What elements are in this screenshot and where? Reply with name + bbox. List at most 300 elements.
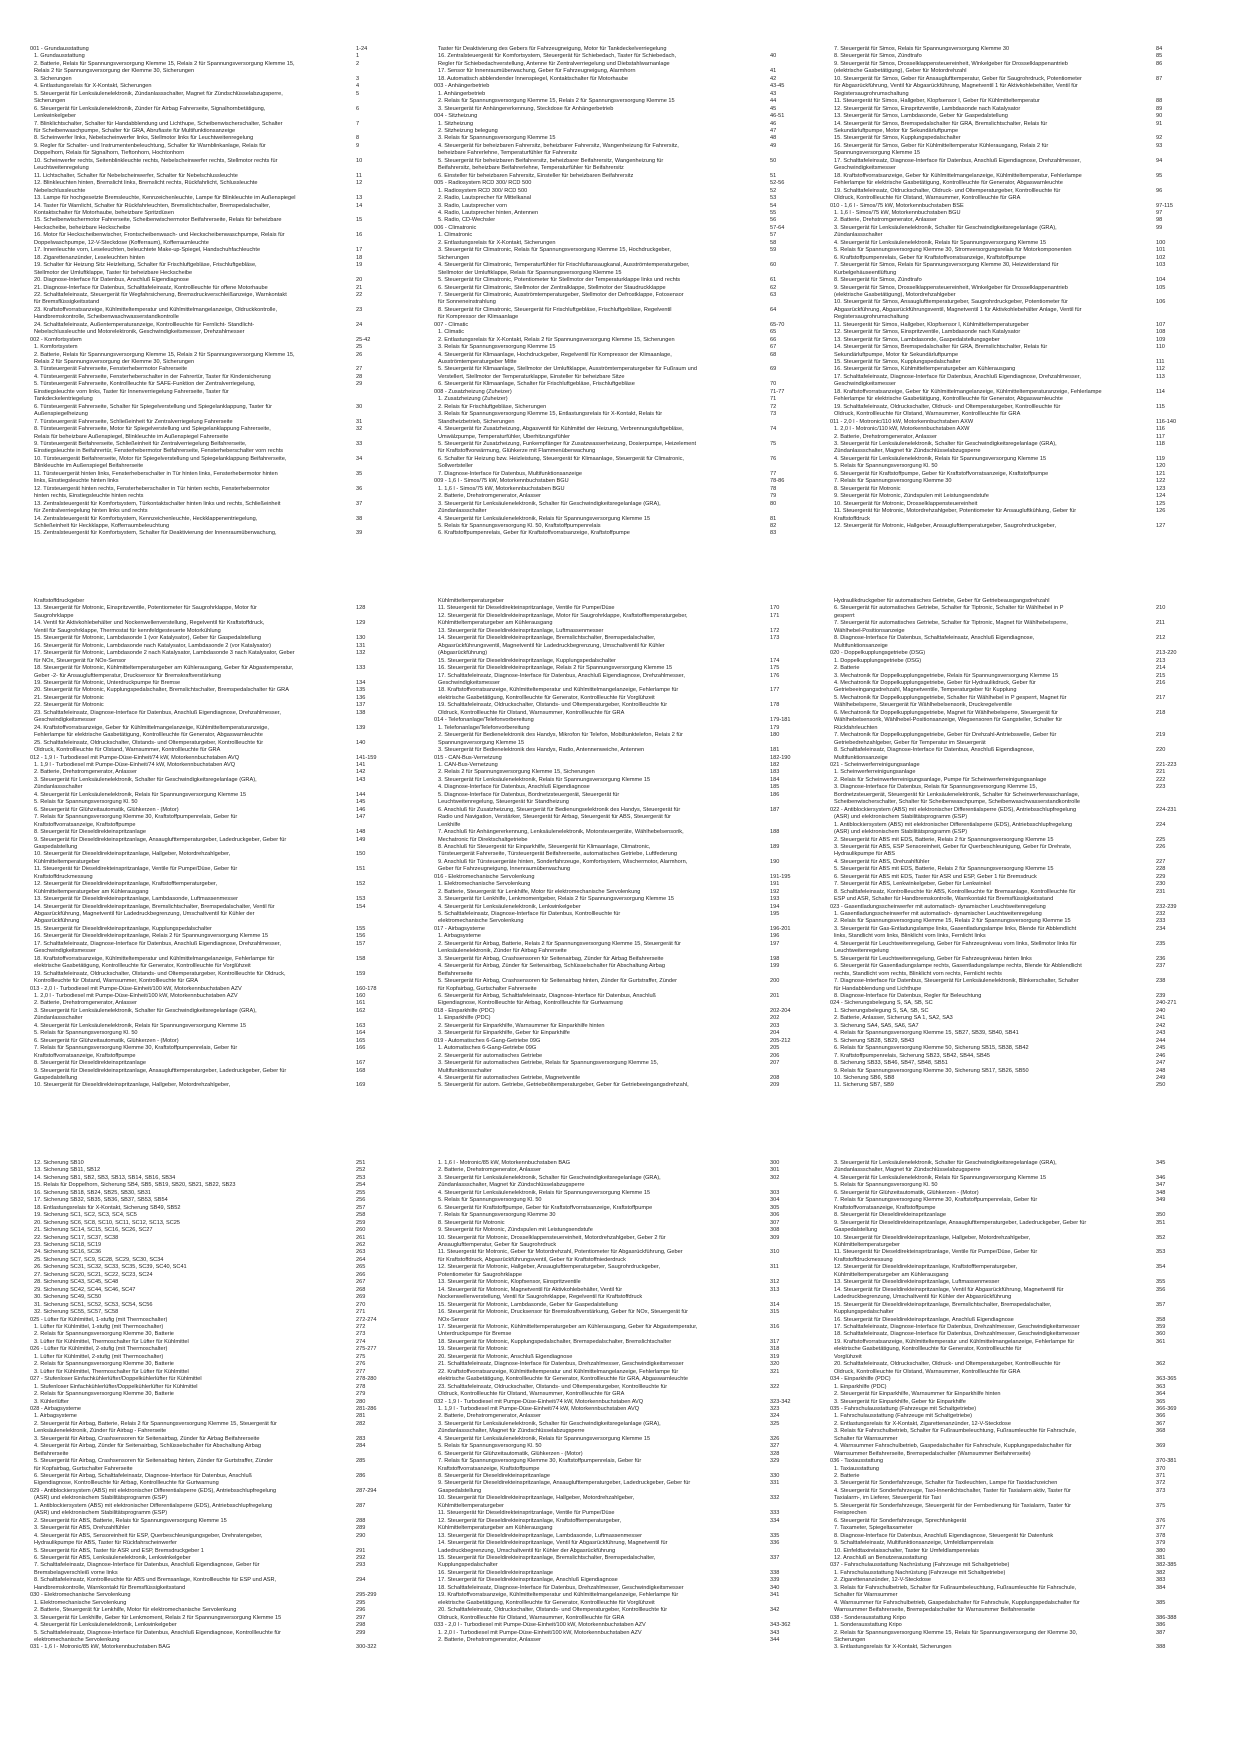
entry-title: Hydraulikpumpe für ABS, Taster für Rückfahrscheinwerfer xyxy=(34,1540,177,1547)
entry-title: 2. Relais für Spannungsversorgung Klemme 30, Batterie xyxy=(34,1361,174,1368)
entry-title: 1. Lüfter für Kühlmittel, 2-stufig (mit Thermoschalter) xyxy=(34,1353,164,1360)
index-entry xyxy=(830,844,1170,851)
entry-title: 10. Steuergerät für Dieseldirekteinspritzanlage, Hallgeber, Motordrehzahlgeber, xyxy=(34,1082,231,1089)
index-entry xyxy=(830,1287,1170,1294)
index-entry xyxy=(30,1495,360,1502)
entry-title: Kühlmitteltemperaturgeber xyxy=(438,1502,504,1509)
entry-page-number: 40 xyxy=(770,53,777,60)
entry-title: Kühlmitteltemperaturgeber am Kühlerausgang xyxy=(34,888,149,895)
index-entry xyxy=(30,1075,360,1082)
index-section-heading xyxy=(434,717,791,724)
index-entry xyxy=(30,1279,366,1286)
entry-page-number: 205-212 xyxy=(770,1037,791,1044)
entry-page-number: 191-195 xyxy=(770,873,791,880)
entry-page-number: 357 xyxy=(1156,1301,1166,1308)
entry-page-number: 347 xyxy=(1156,1182,1166,1189)
entry-title: 1. Stufenloser Einfachkühlerlüfter/Doppelkühlerlüfter für Kühlmittel xyxy=(34,1383,198,1390)
index-entry xyxy=(30,1383,366,1391)
index-entry xyxy=(830,1480,1170,1487)
entry-title: Zündanlassschalter xyxy=(34,1015,83,1022)
entry-title: 6. Schalter für Heizung bzw. Heizleistung, Steuergerät für Klimaanlage, Steuergerät für Climatronic, xyxy=(438,455,684,462)
entry-page-number: 351 xyxy=(1156,1219,1166,1226)
entry-page-number: 313 xyxy=(770,1286,780,1293)
entry-page-number: 71-77 xyxy=(770,388,785,395)
index-entry xyxy=(30,98,360,105)
entry-page-number: 175 xyxy=(770,665,780,672)
entry-title: Ansauglufttemperatur, Geber für Saugrohrdruck xyxy=(438,1241,557,1248)
entry-title: 9. Türsteuergerät Beifahrerseite, Schließeinheit für Zentralverriegelung Beifahrerseite, xyxy=(34,441,247,448)
entry-page-number: 118 xyxy=(1156,441,1165,448)
entry-title: 17. Schalttafeleinsatz, Diagnose-Interface für Datenbus, Anschluß Eigendiagnose, Drehzahlmesser, xyxy=(834,157,1081,164)
entry-title: 3. Steuergerät für Lenksäulenelektronik, Relais für Spannungsversorgung Klemme 15 xyxy=(438,776,651,783)
index-entry xyxy=(830,911,1170,918)
index-entry xyxy=(30,240,360,247)
entry-page-number: 125 xyxy=(1156,500,1166,507)
entry-title: 010 - 1,6 l - Simos/75 kW, Motorkennbuchstaben BSE xyxy=(830,202,964,209)
entry-title: 4. Steuergerät für Lenksäulenelektronik, Relais für Spannungsversorgung Klemme 15 xyxy=(34,791,247,798)
entry-title: 004 - Sitzheizung xyxy=(434,113,478,120)
entry-page-number: 191 xyxy=(770,881,780,888)
entry-title: Zündanlassschalter, Magnet für Zündschlüsselabzugsperre xyxy=(438,1182,585,1189)
index-entry xyxy=(30,658,360,665)
index-entry xyxy=(830,1197,1170,1204)
entry-title: 021 - Scheinwerferreinigungsanlage xyxy=(830,761,920,768)
index-entry xyxy=(434,232,777,239)
index-entry xyxy=(830,1182,1170,1189)
entry-title: für Kraftstoffdruck, Abgasrückführungsventil, Geber für Kraftstoffniederdruck xyxy=(438,1256,626,1263)
entry-title: 18. Entlastungsrelais für X-Kontakt, Sicherung SB49, SB52 xyxy=(34,1204,181,1211)
entry-page-number: 30 xyxy=(356,403,363,410)
index-section-heading xyxy=(30,1644,377,1651)
entry-page-number: 266 xyxy=(356,1271,366,1278)
index-entry xyxy=(434,1562,774,1569)
index-entry xyxy=(30,441,363,448)
entry-title: 1. Elektromechanische Servolenkung xyxy=(438,881,531,888)
entry-title: 1. Climatronic xyxy=(438,232,473,239)
entry-title: 9. Steuergerät für Motronic, Zündspulen mit Leistungsendstufe xyxy=(438,1227,593,1234)
entry-title: 1. 1,6 l - Motronic/85 kW, Motorkennbuchstaben BAG xyxy=(438,1160,571,1166)
index-entry xyxy=(30,180,363,187)
entry-title: Zündanlassschalter xyxy=(34,784,83,791)
index-entry xyxy=(434,665,780,672)
entry-title: 10. Scheinwerfer rechts, Seitenblinkleuchte rechts, Nebelscheinwerfer rechts, Stellmotor rechts für xyxy=(34,157,278,164)
entry-page-number: 298 xyxy=(356,1622,366,1629)
entry-page-number: 210 xyxy=(1156,605,1166,612)
index-entry xyxy=(30,814,366,821)
entry-title: 19. Schalttafeleinsatz, Öldruckschalter, Öldruck- und Öltemperaturgeber, Kontrollleuchte für xyxy=(834,187,1061,194)
entry-title: 23. Sicherung SC18, SC19 xyxy=(34,1241,102,1248)
entry-page-number: 72 xyxy=(770,403,777,410)
index-entry xyxy=(30,463,360,470)
entry-title: Schalter für Warnsummer xyxy=(834,1592,898,1599)
entry-page-number: 386-388 xyxy=(1156,1614,1177,1621)
index-column xyxy=(830,598,1177,1090)
entry-page-number: 144 xyxy=(356,791,366,798)
index-entry xyxy=(30,702,366,709)
index-entry xyxy=(30,217,363,224)
entry-title: 5. Türsteuergerät Fahrerseite, Kontrollleuchte für SAFE-Funktion der Zentralverriegelung, xyxy=(34,381,256,388)
entry-title: Rückfahrleuchten xyxy=(834,724,878,731)
index-entry xyxy=(830,1495,1170,1502)
entry-title: (ASR) und elektronischem Stabilitätsprogramm (ESP) xyxy=(834,829,968,836)
entry-page-number: 186 xyxy=(770,791,780,798)
entry-title: 24. Sicherung SC16, SC36 xyxy=(34,1249,102,1256)
index-entry xyxy=(434,1286,780,1294)
entry-title: Mechatronic für Direktschaltgetriebe xyxy=(438,836,528,843)
entry-title: für Abgasrückführung, Ventil für Abgasrückführung, Magnetventil 1 für Aktivkohlebehälter, Ventil für xyxy=(834,83,1078,90)
entry-title: 19. Schalttafeleinsatz, Öldruckschalter, Öldruck- und Öltemperaturgeber, Kontrollleuchte für xyxy=(834,403,1061,410)
entry-title: 14. Steuergerät für Dieseldirekteinspritzanlage, Bremslichtschalter, Bremspedalschalter, xyxy=(438,635,656,642)
index-section-heading xyxy=(830,806,1177,814)
index-section-heading xyxy=(830,202,1174,210)
entry-title: (ASR) und elektronischem Stabilitätsprogramm (ESP) xyxy=(834,814,968,821)
entry-page-number: 177 xyxy=(770,687,780,694)
index-entry xyxy=(434,135,777,142)
entry-page-number: 215 xyxy=(1156,672,1166,679)
entry-title: beheizbare Fahrerlehne, Temperaturfühler für Fahrersitz xyxy=(438,150,578,157)
entry-title: 14. Taster für Warnlicht, Schalter für Rückfahrleuchten, Bremslichtschalter, Bremspedalschalter, xyxy=(34,202,271,209)
entry-page-number: 160-178 xyxy=(356,985,377,992)
index-entry xyxy=(434,724,780,732)
entry-page-number: 320 xyxy=(770,1361,780,1368)
entry-page-number: 367 xyxy=(1156,1420,1166,1427)
entry-title: 4. Steuergerät für Lenksäulenelektronik, Relais für Spannungsversorgung Klemme 15 xyxy=(834,239,1047,246)
entry-title: 4. Steuergerät für Sonderfahrzeuge, Taxi-Innenlichtschalter, Taster für Taxialarm aktiv, Taster für xyxy=(834,1487,1071,1494)
entry-title: 1. Gasentladungsscheinwerfer mit automatisch- dynamischer Leuchtweitenregelung xyxy=(834,911,1042,918)
entry-page-number: 49 xyxy=(770,142,777,149)
entry-page-number: 349 xyxy=(1156,1197,1166,1204)
entry-page-number: 293 xyxy=(356,1562,366,1569)
index-entry xyxy=(434,843,780,851)
entry-page-number: 155 xyxy=(356,925,366,932)
entry-title: elektrische Gasbetätigung, Kontrollleuchte für Generator, Kontrollleuchte für Vorglühzeit xyxy=(438,694,655,701)
entry-title: 4. Steuergerät für Lenksäulenelektronik, Relais für Spannungsversorgung Klemme 15 xyxy=(834,455,1047,462)
entry-page-number: 385 xyxy=(1156,1599,1166,1606)
entry-title: 7. Anschluß für Anhängererkennung, Lenksäulenelektronik, Motorsteuergeräte, Wählhebelsensorik, xyxy=(438,829,684,836)
entry-page-number: 29 xyxy=(356,381,363,388)
entry-title: für Zentralverriegelung hinten links und rechts xyxy=(34,508,148,515)
entry-title: Saugrohrklappe xyxy=(34,612,74,619)
entry-page-number: 101 xyxy=(1156,247,1166,254)
index-entry xyxy=(830,1167,1170,1174)
entry-title: 8. Schalttafeleinsatz, Kontrollleuchte für ABS, Kontrollleuchte für Bremsanlage, Kontrollleuchte für xyxy=(834,888,1076,895)
entry-page-number: 50 xyxy=(770,157,777,164)
index-section-heading xyxy=(434,321,785,329)
entry-page-number: 330 xyxy=(770,1473,780,1480)
entry-page-number: 47 xyxy=(770,127,777,134)
index-entry xyxy=(830,859,1170,866)
index-entry xyxy=(30,121,360,128)
entry-title: 4. Steuergerät für Climatronic, Temperaturfühler für Frischluftansaugkanal, Ausströmtemperaturgeber, xyxy=(438,262,690,269)
entry-title: 3. Lüfter für Kühlmittel, Thermoschalter für Lüfter für Kühlmittel xyxy=(34,1368,189,1375)
entry-title: 24. Schalttafeleinsatz, Außentemperaturanzeige, Kontrollleuchte für Fernlicht- Standlicht- xyxy=(34,321,255,328)
entry-page-number: 98 xyxy=(1156,217,1163,224)
entry-page-number: 190 xyxy=(770,858,780,865)
index-entry xyxy=(434,851,774,858)
entry-title: 8. Steuergerät für Dieseldirekteinspritzanlage xyxy=(834,1212,946,1219)
entry-page-number: 205 xyxy=(770,1045,780,1052)
index-column xyxy=(830,1160,1177,1652)
index-entry xyxy=(30,485,363,493)
entry-page-number: 222 xyxy=(1156,776,1166,783)
entry-title: Kurbelgehäuseentlüftung xyxy=(834,269,897,276)
entry-page-number: 322 xyxy=(770,1383,780,1390)
entry-title: 1. Zusatzheizung (Zuheizer) xyxy=(438,396,508,403)
entry-page-number: 4 xyxy=(356,83,360,90)
entry-title: Ventil für Saugrohrklappe, Thermostat für kennfeldgesteuerte Motorkühlung xyxy=(34,627,221,634)
index-entry xyxy=(30,694,366,702)
index-entry xyxy=(434,455,777,463)
index-entry xyxy=(30,948,360,955)
entry-page-number: 258 xyxy=(356,1212,366,1219)
entry-title: Sekundärluftpumpe, Motor für Sekundärluftpumpe xyxy=(834,127,959,134)
entry-page-number: 292 xyxy=(356,1555,366,1562)
entry-title: 017 - Airbagsysteme xyxy=(434,925,485,932)
index-entry xyxy=(830,337,1170,344)
entry-title: 10. Einfeldtaxirelaisschalter, Taster für Umfeldlampenrelais xyxy=(834,1547,980,1554)
index-entry xyxy=(830,1577,1170,1584)
entry-title: 14. Ventil für Aktivkohlebehälter und Nockenwellenverstellung, Regelventil für Kraftstoffdruck, xyxy=(34,620,265,627)
index-entry xyxy=(830,769,1170,776)
entry-title: 13. Lampe für hochgesetzte Bremsleuchte, Kennzeichenleuchte, Lampe für Blinkleuchte im Außenspiegel xyxy=(34,195,296,202)
entry-page-number: 42 xyxy=(770,75,777,82)
index-entry xyxy=(830,299,1170,306)
entry-title: Kühlmitteltemperaturgeber am Kühlerausgang xyxy=(438,620,553,627)
entry-title: 5. Relais für Spannungsversorgung Kl. 50, Kraftstoffpumpenrelais xyxy=(438,523,601,529)
index-entry xyxy=(434,620,774,627)
index-entry xyxy=(830,150,1170,157)
entry-page-number: 182 xyxy=(770,761,780,768)
entry-page-number: 193 xyxy=(770,896,780,903)
entry-page-number: 334 xyxy=(770,1517,780,1524)
entry-page-number: 116 xyxy=(1156,426,1165,433)
entry-page-number: 68 xyxy=(770,351,777,358)
entry-page-number: 96 xyxy=(1156,187,1163,194)
entry-title: Handbremskontrolle, Warnkontakt für Bremsflüssigkeitsstand xyxy=(34,1584,186,1591)
entry-title: für Kopfairbag, Gurtschalter Fahrerseite xyxy=(34,1465,133,1472)
index-entry xyxy=(30,1637,360,1644)
index-entry xyxy=(830,851,1170,858)
entry-page-number: 234 xyxy=(1156,925,1166,932)
entry-page-number: 160 xyxy=(356,993,366,1000)
entry-title: 2. Steuergerät für ABS mit EDS, Batterie, Relais 2 für Spannungsversorgung Klemme 15 xyxy=(834,836,1054,843)
entry-title: 1. 1,9 l - Turbodiesel mit Pumpe-Düse-Einheit/74 kW, Motorkennbuchstaben AVQ xyxy=(34,761,236,768)
entry-page-number: 353 xyxy=(1156,1249,1166,1256)
entry-title: 1. Grundausstattung xyxy=(34,53,85,60)
entry-title: 14. Steuergerät für Dieseldirekteinspritzanlage, Bremslichtschalter, Bremspedalschalter, Ventil für xyxy=(34,903,275,910)
index-entry xyxy=(30,747,360,754)
entry-title: 6. Anschluß für Zusatzheizung, Steuergerät für Bedienungselektronik des Handys, Steuergerät für xyxy=(438,806,681,813)
entry-title: 2. Batterie, Steuergerät für Lenkhilfe, Motor für elektromechanische Servolenkung xyxy=(438,888,641,895)
index-entry xyxy=(830,1630,1170,1637)
entry-page-number: 11 xyxy=(356,172,362,179)
index-entry xyxy=(434,1234,780,1242)
index-entry xyxy=(30,344,363,351)
entry-title: Handbremskontrolle, Scheibenwaschwasserstandkontrolle xyxy=(34,314,179,321)
index-entry xyxy=(830,1220,1170,1227)
entry-title: 020 - Doppelkupplungsgetriebe (DSG) xyxy=(830,650,926,657)
index-entry xyxy=(830,404,1170,411)
entry-title: 5. Steuergerät für Airbag, Crashsensoren für Seitenairbag hinten, Zünder für Gurtstraffer, Zünder xyxy=(34,1458,274,1465)
entry-page-number: 179 xyxy=(770,724,780,731)
entry-title: 006 - Climatronic xyxy=(434,224,477,231)
index-entry xyxy=(830,158,1170,165)
entry-title: 026 - Lüfter für Kühlmittel, 2-stufig (mit Thermoschalter) xyxy=(30,1346,168,1353)
entry-title: 7. Relais für Spannungsversorgung Klemme 30, Kraftstoffpumpenrelais, Geber für xyxy=(34,1045,238,1052)
entry-page-number: 370-381 xyxy=(1156,1458,1177,1465)
entry-page-number: 300 xyxy=(770,1160,780,1166)
entry-title: 12. Steuergerät für Motronic, Hallgeber, Ansauglufttemperaturgeber, Saugrohrdruckgeber, xyxy=(438,1264,661,1271)
entry-title: Geber für Fahrzeugneigung, Innenraumüberwachung xyxy=(438,866,571,873)
entry-title: 9. Steuergerät für Dieseldirekteinspritzanlage, Ansauglufttemperaturgeber, Ladedruckgeber, Geber für xyxy=(34,836,287,843)
entry-page-number: 300-322 xyxy=(356,1644,377,1651)
index-entry xyxy=(30,508,360,515)
index-entry xyxy=(830,1533,1170,1540)
entry-title: 5. Mechatronik für Doppelkupplungsgetriebe, Schalter für Wählhebel in P gesperrt, Magnet für xyxy=(834,694,1067,701)
index-entry xyxy=(30,1053,360,1060)
index-entry xyxy=(434,822,774,829)
entry-title: links, Standlicht vorn links, Blinklicht vorn links, Fernlicht links xyxy=(834,933,986,940)
index-entry xyxy=(30,1022,366,1030)
entry-title: 4. Steuergerät für ABS, Drehzahlfühler xyxy=(834,858,930,865)
index-entry xyxy=(830,978,1170,985)
entry-page-number: 257 xyxy=(356,1204,366,1211)
index-entry xyxy=(30,455,363,463)
entry-page-number: 233 xyxy=(1156,918,1166,925)
index-entry xyxy=(434,1615,774,1622)
index-entry xyxy=(30,978,360,985)
entry-title: 8. Diagnose-Interface für Datenbus, Schalttafeleinsatz, Anschluß Eigendiagnose, xyxy=(834,635,1035,642)
entry-title: 015 - CAN-Bus-Vernetzung xyxy=(434,754,502,761)
entry-page-number: 108 xyxy=(1156,329,1166,336)
index-entry xyxy=(434,605,780,612)
index-entry xyxy=(830,128,1170,135)
entry-page-number: 172 xyxy=(770,627,780,634)
entry-page-number: 363-365 xyxy=(1156,1376,1177,1383)
entry-title: 15. Scheibenwischermotor Fahrerseite, Scheibenwischermotor Beifahrerseite, Relais für beheizbare xyxy=(34,217,282,224)
entry-page-number: 272 xyxy=(356,1323,366,1330)
index-entry xyxy=(30,940,366,948)
entry-title: 1. Airbagsysteme xyxy=(438,933,481,940)
entry-title: 6. Kraftstoffpumpenrelais, Geber für Kraftstoffvorratsanzeige, Kraftstoffpumpe xyxy=(438,530,630,537)
entry-page-number: 179-181 xyxy=(770,717,791,724)
entry-title: 7. Steuergerät für automatisches Getriebe, Schalter für Tiptronic, Magnet für Wählhebelsperre, xyxy=(834,620,1068,627)
entry-title: für Scheibenwaschpumpe, Schalter für GRA, Abrufiaste für Multifunktionsanzeige xyxy=(34,127,236,134)
entry-title: Geber -2- für Ansauglufttemperatur, Drucksensor für Bremskraftverstärkung xyxy=(34,672,221,679)
entry-title: 10. Sicherung SB6, SB8 xyxy=(834,1075,895,1081)
entry-page-number: 26 xyxy=(356,351,363,358)
entry-title: 035 - Fahrschulausstattung (Fahrzeuge mit Schaltgetriebe) xyxy=(830,1405,977,1412)
entry-title: 5. Schalttafeleinsatz, Diagnose-Interface für Datenbus, Anschluß Eigendiagnose, Kontrollleuchte für xyxy=(34,1629,281,1636)
index-entry xyxy=(30,515,363,523)
entry-page-number: 84 xyxy=(1156,46,1163,52)
entry-title: Außenspiegelheizung xyxy=(34,411,88,418)
entry-title: 7. Relais für Spannungsversorgung Klemme 30, Kraftstoffpumpenrelais, Geber für xyxy=(438,1458,642,1465)
entry-title: 4. Steuergerät für Lenksäulenelektronik, Relais für Spannungsversorgung Klemme 15 xyxy=(438,1435,651,1442)
entry-title: 1. 1,6 l - Simos/75 kW, Motorkennbuchstaben BGU xyxy=(834,209,961,216)
index-entry xyxy=(30,1614,366,1622)
entry-page-number: 169 xyxy=(356,1082,366,1089)
entry-title: 22. Kraftstoffvorratsanzeige, Kühlmitteltemperatur und Kühlmittelmangelanzeige, Fehlerlampe für xyxy=(438,1368,679,1375)
entry-title: 6. Steuergerät für Lenksäulenelektronik, Zünder für Airbag Fahrerseite, Signalhornbetätigung, xyxy=(34,105,266,112)
index-entry xyxy=(30,791,366,799)
entry-page-number: 56 xyxy=(770,217,777,224)
index-entry xyxy=(434,1361,780,1368)
entry-page-number: 280 xyxy=(356,1398,366,1405)
entry-title: Kontaktschalter für Motorhaube, beheizbare Spritzdüsen xyxy=(34,209,174,216)
index-entry xyxy=(434,1045,780,1052)
entry-page-number: 364 xyxy=(1156,1391,1166,1398)
entry-title: Zündanlassschalter xyxy=(834,232,883,239)
entry-title: Heckscheibe, beheizbare Heckscheibe xyxy=(34,224,131,231)
index-entry xyxy=(830,121,1170,128)
entry-title: Getriebeeingangsdrehzahl, Magnetventile, Temperaturgeber für Kupplung xyxy=(834,687,1017,694)
entry-title: 5. Sicherung SB28, SB29, SB43 xyxy=(834,1037,915,1044)
index-entry xyxy=(830,307,1170,314)
entry-page-number: 198 xyxy=(770,955,780,962)
entry-title: 032 - 1,9 l - Turbodiesel mit Pumpe-Düse-Einheit/74 kW, Motorkennbuchstaben AVQ xyxy=(434,1398,644,1405)
index-entry xyxy=(30,1428,360,1435)
entry-page-number: 235 xyxy=(1156,940,1166,947)
entry-page-number: 277 xyxy=(356,1368,366,1375)
entry-title: 2. Relais für Spannungsversorgung Klemme 15, Relais 2 für Spannungsversorgung Klemme 15 xyxy=(438,98,675,105)
entry-title: 3. Steuergerät für Lenksäulenelektronik, Schalter für Geschwindigkeitsregelanlage (GRA), xyxy=(34,1007,257,1014)
entry-page-number: 373 xyxy=(1156,1487,1166,1494)
entry-page-number: 78 xyxy=(770,485,777,492)
entry-title: 13. Steuergerät für Dieseldirekteinspritzanlage, Luftmassenmesser xyxy=(834,1279,1000,1286)
entry-title: 12. Steuergerät für Simos, Einspritzventile, Lambdasonde nach Katalysator xyxy=(834,329,1021,336)
index-entry xyxy=(434,971,774,978)
index-entry xyxy=(830,1053,1170,1060)
index-entry xyxy=(434,1331,774,1338)
index-entry xyxy=(434,270,774,277)
entry-page-number: 247 xyxy=(1156,1060,1166,1067)
entry-page-number: 91 xyxy=(1156,120,1163,127)
entry-title: Nockenwellenverstellung, Ventil für Saugrohrklappe, Regelventil für Kraftstoffdruck xyxy=(438,1294,643,1301)
index-entry xyxy=(434,470,777,478)
index-entry xyxy=(830,1510,1170,1517)
index-entry xyxy=(434,1249,780,1256)
index-entry xyxy=(830,1257,1170,1264)
entry-title: elektromechanische Servolenkung xyxy=(34,1637,120,1643)
index-entry xyxy=(830,881,1170,888)
index-entry xyxy=(30,418,363,426)
entry-page-number: 262 xyxy=(356,1241,366,1248)
entry-page-number: 221 xyxy=(1156,769,1166,776)
index-entry xyxy=(434,1600,774,1607)
index-entry xyxy=(434,1473,780,1480)
entry-page-number: 157 xyxy=(356,940,366,947)
index-entry xyxy=(30,1585,360,1592)
index-section-heading xyxy=(30,1405,377,1413)
entry-title: 024 - Sicherungsbelegung S, SA, SB, SC xyxy=(830,1000,933,1007)
index-entry xyxy=(30,1466,360,1473)
index-entry xyxy=(434,1242,774,1249)
index-section-heading xyxy=(434,1398,791,1406)
index-entry xyxy=(434,1197,780,1204)
entry-title: 028 - Airbagsysteme xyxy=(30,1405,81,1412)
index-entry xyxy=(434,411,777,418)
entry-title: 8. Scheinwerfer links, Nebelscheinwerfer links, Stellmotor links für Leuchtweitenregelung xyxy=(34,135,254,142)
index-entry xyxy=(830,247,1170,254)
entry-title: Kraftstoffdruckmessung xyxy=(34,873,93,880)
index-entry xyxy=(434,1227,780,1234)
entry-page-number: 197 xyxy=(770,940,780,947)
entry-page-number: 305 xyxy=(770,1204,780,1211)
index-entry xyxy=(830,381,1170,388)
index-entry xyxy=(30,225,360,232)
entry-page-number: 311 xyxy=(770,1264,779,1271)
